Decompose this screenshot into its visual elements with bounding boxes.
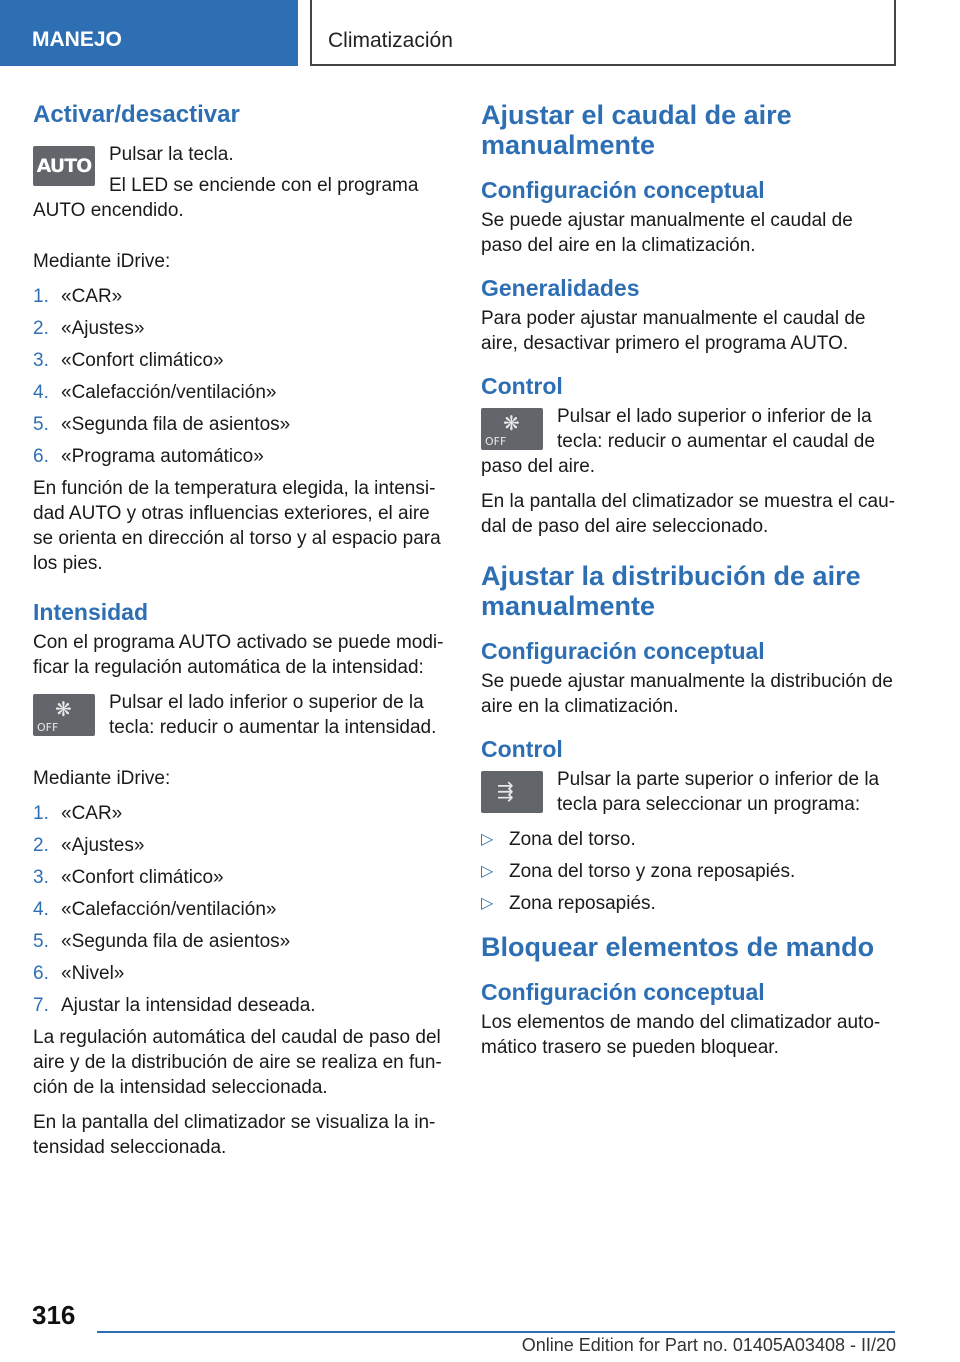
header-section: MANEJO bbox=[0, 0, 298, 66]
distribution-button-block bbox=[481, 767, 897, 827]
list-item: 5. «Segunda fila de asientos» bbox=[33, 931, 291, 952]
section-title-distribucion: Ajustar la distribución de aire manualmente bbox=[481, 561, 861, 621]
paragraph: El LED se enciende con el programa AUTO encendido. bbox=[33, 175, 419, 221]
list-item: ▷ Zona del torso. bbox=[481, 829, 636, 850]
list-item: 6. «Nivel» bbox=[33, 963, 125, 984]
heading-generalidades: Generalidades bbox=[481, 275, 640, 301]
fan-button-block bbox=[33, 690, 447, 750]
steps-list-1 bbox=[33, 284, 447, 469]
paragraph: En función de la temperatura elegida, la intensi-dad AUTO y otras influencias exteriores, el aire se orienta en dirección al torso y al espacio para los pies. bbox=[33, 478, 441, 574]
list-item: 1. «CAR» bbox=[33, 803, 123, 824]
section-title-bloquear: Bloquear elementos de mando bbox=[481, 932, 875, 962]
air-distribution-icon: ⇶ bbox=[497, 781, 514, 803]
paragraph: Los elementos de mando del climatizador auto-mático trasero se pueden bloquear. bbox=[481, 1012, 881, 1058]
paragraph: Pulsar el lado inferior o superior de la tecla: reducir o aumentar la intensidad. bbox=[109, 692, 437, 738]
section-title-caudal: Ajustar el caudal de aire manualmente bbox=[481, 100, 792, 160]
list-item: 7. Ajustar la intensidad deseada. bbox=[33, 995, 316, 1016]
paragraph: En la pantalla del climatizador se visualiza la in-tensidad seleccionada. bbox=[33, 1112, 436, 1158]
air-distribution-button-icon bbox=[481, 771, 543, 813]
section-title-activar: Activar/desactivar bbox=[33, 101, 240, 128]
fan-button-icon: ❋ OFF bbox=[481, 408, 543, 450]
auto-button-icon: AUTO bbox=[33, 146, 95, 186]
heading-configuracion: Configuración conceptual bbox=[481, 177, 765, 203]
heading-configuracion: Configuración conceptual bbox=[481, 979, 765, 1005]
triangle-bullet-icon: ▷ bbox=[481, 863, 494, 880]
list-item: 3. «Confort climático» bbox=[33, 350, 224, 371]
paragraph: La regulación automática del caudal de paso del aire y de la distribución de aire se realiza en fun-ción de la intensidad seleccionada. bbox=[33, 1027, 442, 1098]
list-item: 4. «Calefacción/ventilación» bbox=[33, 382, 277, 403]
list-item: ▷ Zona del torso y zona reposapiés. bbox=[481, 861, 796, 882]
idrive-label: Mediante iDrive: bbox=[33, 251, 171, 272]
fan-icon: ❋ bbox=[55, 699, 72, 721]
paragraph: Se puede ajustar manualmente el caudal de paso del aire en la climatización. bbox=[481, 210, 853, 256]
paragraph: En la pantalla del climatizador se muestra el cau-dal de paso del aire seleccionado. bbox=[481, 491, 895, 537]
heading-control: Control bbox=[481, 736, 563, 762]
list-item: 2. «Ajustes» bbox=[33, 835, 145, 856]
triangle-bullet-icon: ▷ bbox=[481, 831, 494, 848]
paragraph: Pulsar el lado superior o inferior de la tecla: reducir o aumentar el caudal de paso del aire. bbox=[481, 406, 875, 477]
paragraph: Con el programa AUTO activado se puede modi-ficar la regulación automática de la intensidad: bbox=[33, 632, 444, 678]
list-item: 1. «CAR» bbox=[33, 286, 123, 307]
list-item: 2. «Ajustes» bbox=[33, 318, 145, 339]
list-item: ▷ Zona reposapiés. bbox=[481, 893, 656, 914]
left-column bbox=[33, 100, 447, 1170]
heading-configuracion: Configuración conceptual bbox=[481, 638, 765, 664]
paragraph: Pulsar la parte superior o inferior de la tecla para seleccionar un programa: bbox=[557, 769, 880, 815]
page-number: 316 bbox=[32, 1300, 76, 1330]
header-chapter: Climatización bbox=[310, 0, 896, 66]
paragraph: Pulsar la tecla. bbox=[109, 144, 234, 165]
footer-divider bbox=[97, 1331, 895, 1333]
paragraph: Para poder ajustar manualmente el caudal de aire, desactivar primero el programa AUTO. bbox=[481, 308, 866, 354]
fan-button-icon: ❋ OFF bbox=[33, 694, 95, 736]
heading-control: Control bbox=[481, 373, 563, 399]
fan-button-block bbox=[481, 404, 897, 489]
steps-list-2 bbox=[33, 801, 447, 1018]
list-item: 5. «Segunda fila de asientos» bbox=[33, 414, 291, 435]
program-list bbox=[481, 827, 897, 916]
paragraph: Se puede ajustar manualmente la distribución de aire en la climatización. bbox=[481, 671, 893, 717]
list-item: 6. «Programa automático» bbox=[33, 446, 264, 467]
heading-intensidad: Intensidad bbox=[33, 599, 149, 625]
list-item: 4. «Calefacción/ventilación» bbox=[33, 899, 277, 920]
idrive-label: Mediante iDrive: bbox=[33, 768, 171, 789]
fan-icon: ❋ bbox=[503, 413, 520, 435]
auto-button-block bbox=[33, 142, 447, 233]
list-item: 3. «Confort climático» bbox=[33, 867, 224, 888]
footer-edition: Online Edition for Part no. 01405A03408 - II/20 bbox=[521, 1335, 896, 1355]
right-column bbox=[481, 100, 897, 1070]
triangle-bullet-icon: ▷ bbox=[481, 895, 494, 912]
